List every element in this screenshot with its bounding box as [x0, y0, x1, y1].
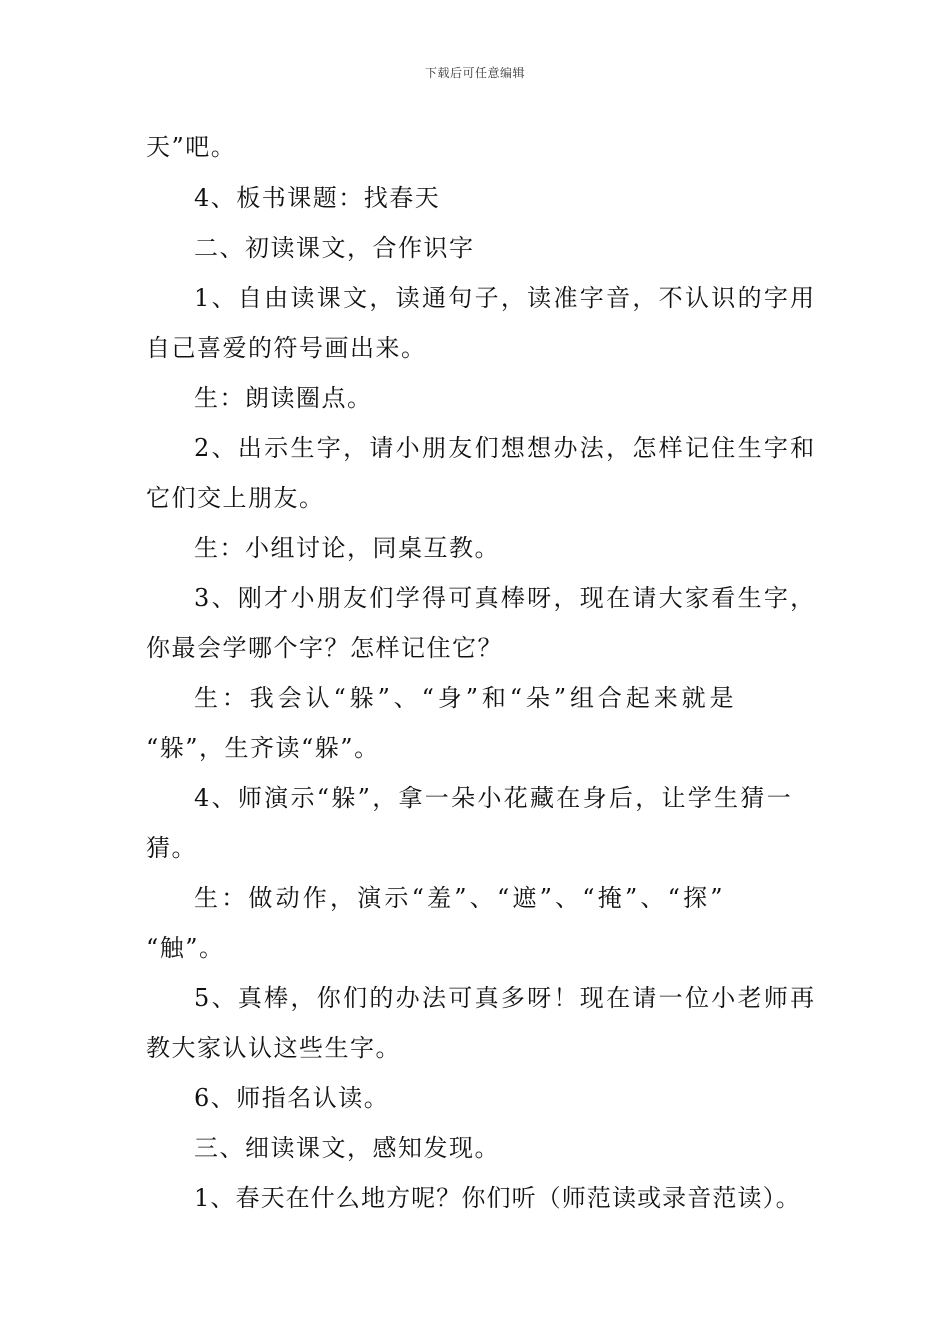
text-line: 2、出示生字，请小朋友们想想办法，怎样记住生字和 — [194, 434, 817, 462]
text-line: 天”吧。 — [146, 133, 237, 161]
text-line: 1、自由读课文，读通句子，读准字音，不认识的字用 — [194, 284, 817, 312]
text-line: 生：我会认“躲”、“身”和“朵”组合起来就是 — [194, 684, 738, 712]
text-line: 教大家认认这些生字。 — [146, 1034, 401, 1062]
text-line: 你最会学哪个字？怎样记住它？ — [146, 634, 503, 662]
text-line: 自己喜爱的符号画出来。 — [146, 334, 427, 362]
text-line: 4、师演示“躲”，拿一朵小花藏在身后，让学生猜一 — [194, 784, 794, 812]
text-line: 3、刚才小朋友们学得可真棒呀，现在请大家看生字， — [194, 584, 817, 612]
text-line: 生：做动作，演示“羞”、“遮”、“掩”、“探” — [194, 884, 726, 912]
text-line: 1、春天在什么地方呢？你们听（师范读或录音范读）。 — [194, 1184, 801, 1212]
text-line: 生：朗读圈点。 — [194, 384, 373, 412]
text-line: “躲”，生齐读“躲”。 — [146, 734, 380, 762]
section-heading: 二、初读课文，合作识字 — [194, 234, 475, 262]
section-heading: 三、细读课文，感知发现。 — [194, 1134, 500, 1162]
page-header: 下载后可任意编辑 — [424, 66, 525, 80]
text-line: 5、真棒，你们的办法可真多呀！现在请一位小老师再 — [194, 984, 817, 1012]
text-line: 生：小组讨论，同桌互教。 — [194, 534, 500, 562]
text-line: 猜。 — [146, 834, 197, 862]
text-line: 4、板书课题：找春天 — [194, 184, 441, 212]
text-line: 6、师指名认读。 — [194, 1084, 390, 1112]
text-line: “触”。 — [146, 934, 225, 962]
text-line: 它们交上朋友。 — [146, 484, 325, 512]
